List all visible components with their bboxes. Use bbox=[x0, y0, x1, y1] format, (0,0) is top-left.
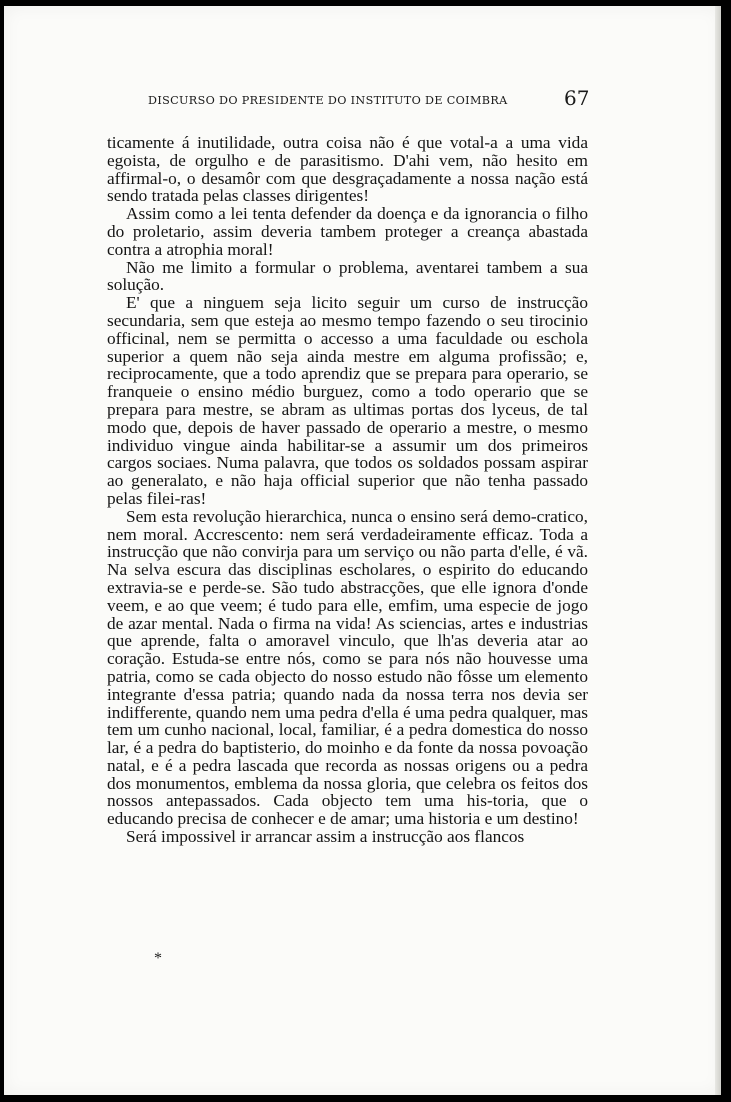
paragraph-5: Sem esta revolução hierarchica, nunca o ensino será demo-cratico, nem moral. Accrescento: nem será verdadeiramente efficaz. Toda a instrucção que não convirja para um serviço ou não parta d'elle, é vã. Na selva escura das disciplinas escholares, o espirito do educando extravia-se e perde-se. São tudo abstracções, que elle ignora d'onde veem, e ao que veem; é tudo para elle, emfim, uma especie de jogo de azar mental. Nada o firma na vida! As sciencias, artes e industrias que aprende, falta o amoravel vinculo, que lh'as deveria atar ao coração. Estuda-se entre nós, como se para nós não houvesse uma patria, como se cada objecto do nosso estudo não fôsse um elemento integrante d'essa patria; quando nada da nossa terra nos devia ser indifferente, quando nem uma pedra d'ella é uma pedra qualquer, mas tem um cunho nacional, local, familiar, é a pedra domestica do nosso lar, é a pedra do baptisterio, do moinho e da fonte da nossa povoação natal, e é a pedra lascada que recorda as nossas origens ou a pedra dos monumentos, emblema da nossa gloria, que celebra os feitos dos nossos antepassados. Cada objecto tem uma his-toria, que o educando precisa de conhecer e de amar; uma historia e um destino! bbox=[107, 506, 588, 829]
paragraph-1: ticamente á inutilidade, outra coisa não é que votal-a a uma vida egoista, de orgulho e de parasitismo. D'ahi vem, não hesito em affirmal-o, o desamôr com que desgraçadamente a nossa nação está sendo tratada pelas classes dirigentes! bbox=[107, 133, 588, 206]
body-text bbox=[107, 134, 588, 846]
page-number: 67 bbox=[564, 86, 590, 110]
page-edge bbox=[715, 6, 721, 1095]
paragraph-2: Assim como a lei tenta defender da doença e da ignorancia o filho do proletario, assim deveria tambem proteger a creança abastada contra a atrophia moral! bbox=[107, 204, 588, 259]
signature-mark: * bbox=[154, 950, 162, 967]
paragraph-4: E' que a ninguem seja licito seguir um curso de instrucção secundaria, sem que esteja ao mesmo tempo fazendo o seu tirocinio officinal, nem se permitta o accesso a uma faculdade ou eschola superior a quem não seja ainda mestre em alguma profissão; e, reciprocamente, que a todo aprendiz que se prepara para operario, se franqueie o ensino médio burguez, como a todo operario que se prepara para mestre, se abram as ultimas portas dos lyceus, de tal modo que, depois de haver passado de operario a mestre, o mesmo individuo vingue ainda habilitar-se a assumir um dos primeiros cargos sociaes. Numa palavra, que todos os soldados possam aspirar ao generalato, e não haja official superior que não tenha passado pelas filei-ras! bbox=[107, 293, 588, 508]
paragraph-3: Não me limito a formular o problema, aventarei tambem a sua solução. bbox=[107, 257, 588, 295]
paragraph-6: Será impossivel ir arrancar assim a instrucção aos flancos bbox=[126, 827, 525, 847]
running-head: DISCURSO DO PRESIDENTE DO INSTITUTO DE COIMBRA bbox=[148, 94, 508, 107]
book-page bbox=[4, 6, 721, 1095]
